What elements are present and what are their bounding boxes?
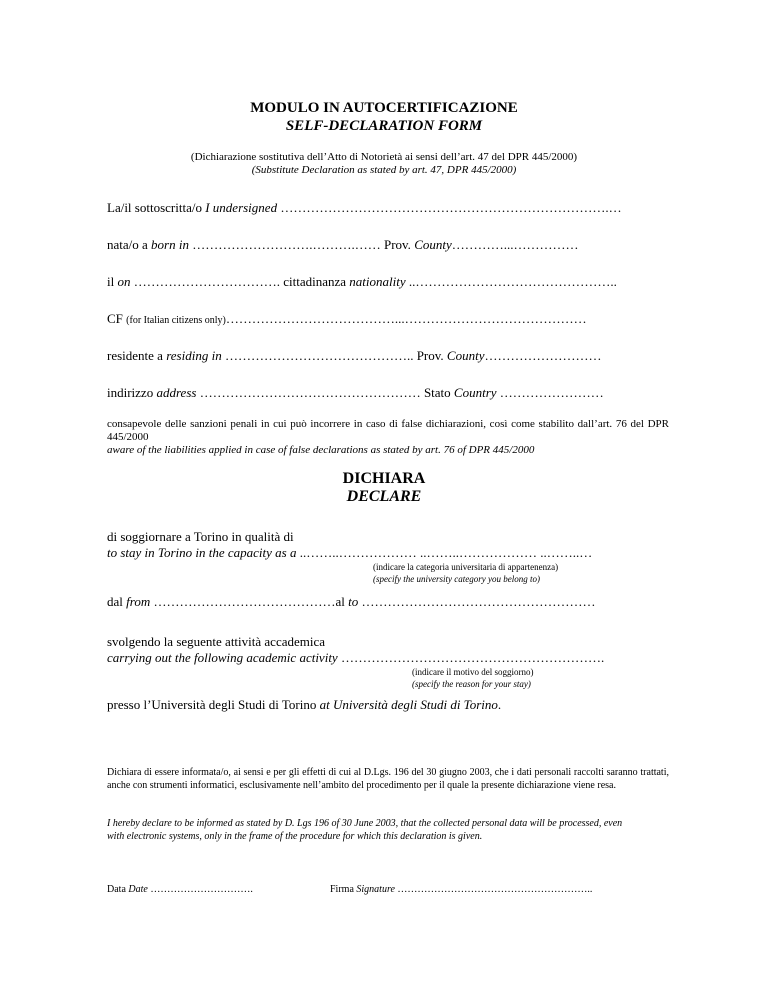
stay-field[interactable]: [107, 545, 592, 561]
to-label-it: al: [335, 594, 349, 609]
privacy-it: Dichiara di essere informata/o, ai sensi e per gli effetti di cui al D.Lgs. 196 del 30 giugno 2003, che i dati personali raccolti saranno trattati, anche con strumenti informatici, esclusivamente nell’ambito del procedimento per il quale la presente dichiarazione viene resa.: [107, 767, 669, 791]
tax-code-field[interactable]: [107, 311, 587, 327]
born-dots[interactable]: ……………………….……….……: [188, 237, 384, 252]
on-label-it: il: [107, 274, 118, 289]
born-label-it: nata/o a: [107, 237, 152, 252]
country-dots[interactable]: ……………………: [496, 385, 604, 400]
from-dots[interactable]: ……………………………………: [150, 594, 336, 609]
university-it: presso l’Università degli Studi di Torino: [107, 697, 320, 712]
address-label-en: address: [156, 385, 197, 400]
signature-label-en: Signature: [356, 884, 395, 895]
legal-note-it: (Dichiarazione sostitutiva dell’Atto di Notorietà ai sensi dell’art. 47 del DPR 445/2000): [190, 151, 578, 163]
date-label-en: Date: [128, 884, 148, 895]
nationality-label: cittadinanza: [283, 274, 350, 289]
undersigned-dots[interactable]: ………………………………………………………………….…: [277, 200, 622, 215]
stay-label-it: di soggiornare a Torino in qualità di: [107, 529, 294, 544]
residing-dots[interactable]: ……………………………………..: [221, 348, 417, 363]
privacy-en: I hereby declare to be informed as stated by D. Lgs 196 of 30 June 2003, that the collected personal data will be processed, even with electronic systems, only in the frame of the procedure for which this declaration is given.: [107, 818, 623, 842]
to-label-en: to: [348, 594, 359, 609]
country-label: Stato: [423, 385, 454, 400]
on-dots[interactable]: …………………………….: [130, 274, 284, 289]
address-field[interactable]: [107, 385, 604, 401]
awareness-en: aware of the liabilities applied in case of false declarations as stated by art. 76 of DPR 445/2000: [107, 444, 535, 456]
cf-note: (for Italian citizens only): [126, 315, 226, 326]
university-line: [107, 697, 501, 713]
activity-label-it: svolgendo la seguente attività accademica: [107, 634, 326, 649]
from-label-en: from: [126, 594, 151, 609]
country-label-en: Country: [453, 385, 497, 400]
cf-label: CF: [107, 311, 127, 326]
residing-label-it: residente a: [107, 348, 167, 363]
stay-dots[interactable]: ..……..……………… ..……..……………… ..……..…: [296, 545, 593, 560]
undersigned-label-it: La/il sottoscritta/o: [107, 200, 206, 215]
signature-field[interactable]: [330, 884, 592, 895]
university-en: at Università degli Studi di Torino: [319, 697, 498, 712]
nationality-label-en: nationality: [349, 274, 406, 289]
signature-label-it: Firma: [330, 884, 357, 895]
activity-hint-it: (indicare il motivo del soggiorno): [412, 667, 534, 677]
address-label-it: indirizzo: [107, 385, 157, 400]
born-label-en: born in: [151, 237, 189, 252]
born-prov-label: Prov.: [383, 237, 415, 252]
form-title: MODULO IN AUTOCERTIFICAZIONE: [250, 100, 518, 116]
stay-label-en: to stay in Torino in the capacity as a: [107, 545, 297, 560]
declare-heading: DICHIARA: [342, 470, 426, 487]
declare-heading-en: DECLARE: [346, 488, 422, 505]
undersigned-field[interactable]: [107, 200, 622, 216]
form-subtitle: SELF-DECLARATION FORM: [285, 118, 483, 134]
residing-prov-dots[interactable]: ………………………: [484, 348, 602, 363]
cf-dots[interactable]: …………………………………...……………………………………: [225, 311, 587, 326]
date-dots[interactable]: ………………………….: [147, 884, 253, 895]
date-field[interactable]: [107, 884, 253, 895]
activity-dots[interactable]: …………………………………………………….: [337, 650, 605, 665]
address-dots[interactable]: ……………………………………………: [196, 385, 424, 400]
stay-hint-it: (indicare la categoria universitaria di appartenenza): [373, 562, 559, 572]
signature-dots[interactable]: …………………………………………………..: [394, 884, 593, 895]
nationality-dots[interactable]: ..………………………………………..: [405, 274, 617, 289]
birthdate-nationality-field[interactable]: [107, 274, 617, 290]
residing-prov-label: Prov.: [416, 348, 447, 363]
period-field[interactable]: [107, 594, 595, 610]
on-label-en: on: [117, 274, 131, 289]
residence-field[interactable]: [107, 348, 601, 364]
born-prov-en: County: [414, 237, 452, 252]
residing-label-en: residing in: [166, 348, 222, 363]
birthplace-field[interactable]: [107, 237, 579, 253]
activity-label-en: carrying out the following academic activity: [107, 650, 338, 665]
undersigned-label-en: I undersigned: [205, 200, 278, 215]
date-label-it: Data: [107, 884, 129, 895]
stay-hint-en: (specify the university category you belong to): [373, 574, 540, 584]
born-prov-dots[interactable]: …………...……………: [451, 237, 579, 252]
from-label-it: dal: [107, 594, 127, 609]
residing-prov-en: County: [446, 348, 485, 363]
activity-field[interactable]: [107, 650, 604, 666]
awareness-it: consapevole delle sanzioni penali in cui può incorrere in caso di false dichiarazioni, così come stabilito dall’art. 76 del DPR 445/2000: [107, 418, 669, 443]
activity-hint-en: (specify the reason for your stay): [412, 679, 531, 689]
legal-note-en: (Substitute Declaration as stated by art. 47, DPR 445/2000): [251, 164, 517, 176]
to-dots[interactable]: ………………………………………………: [358, 594, 596, 609]
university-period: .: [497, 697, 502, 712]
